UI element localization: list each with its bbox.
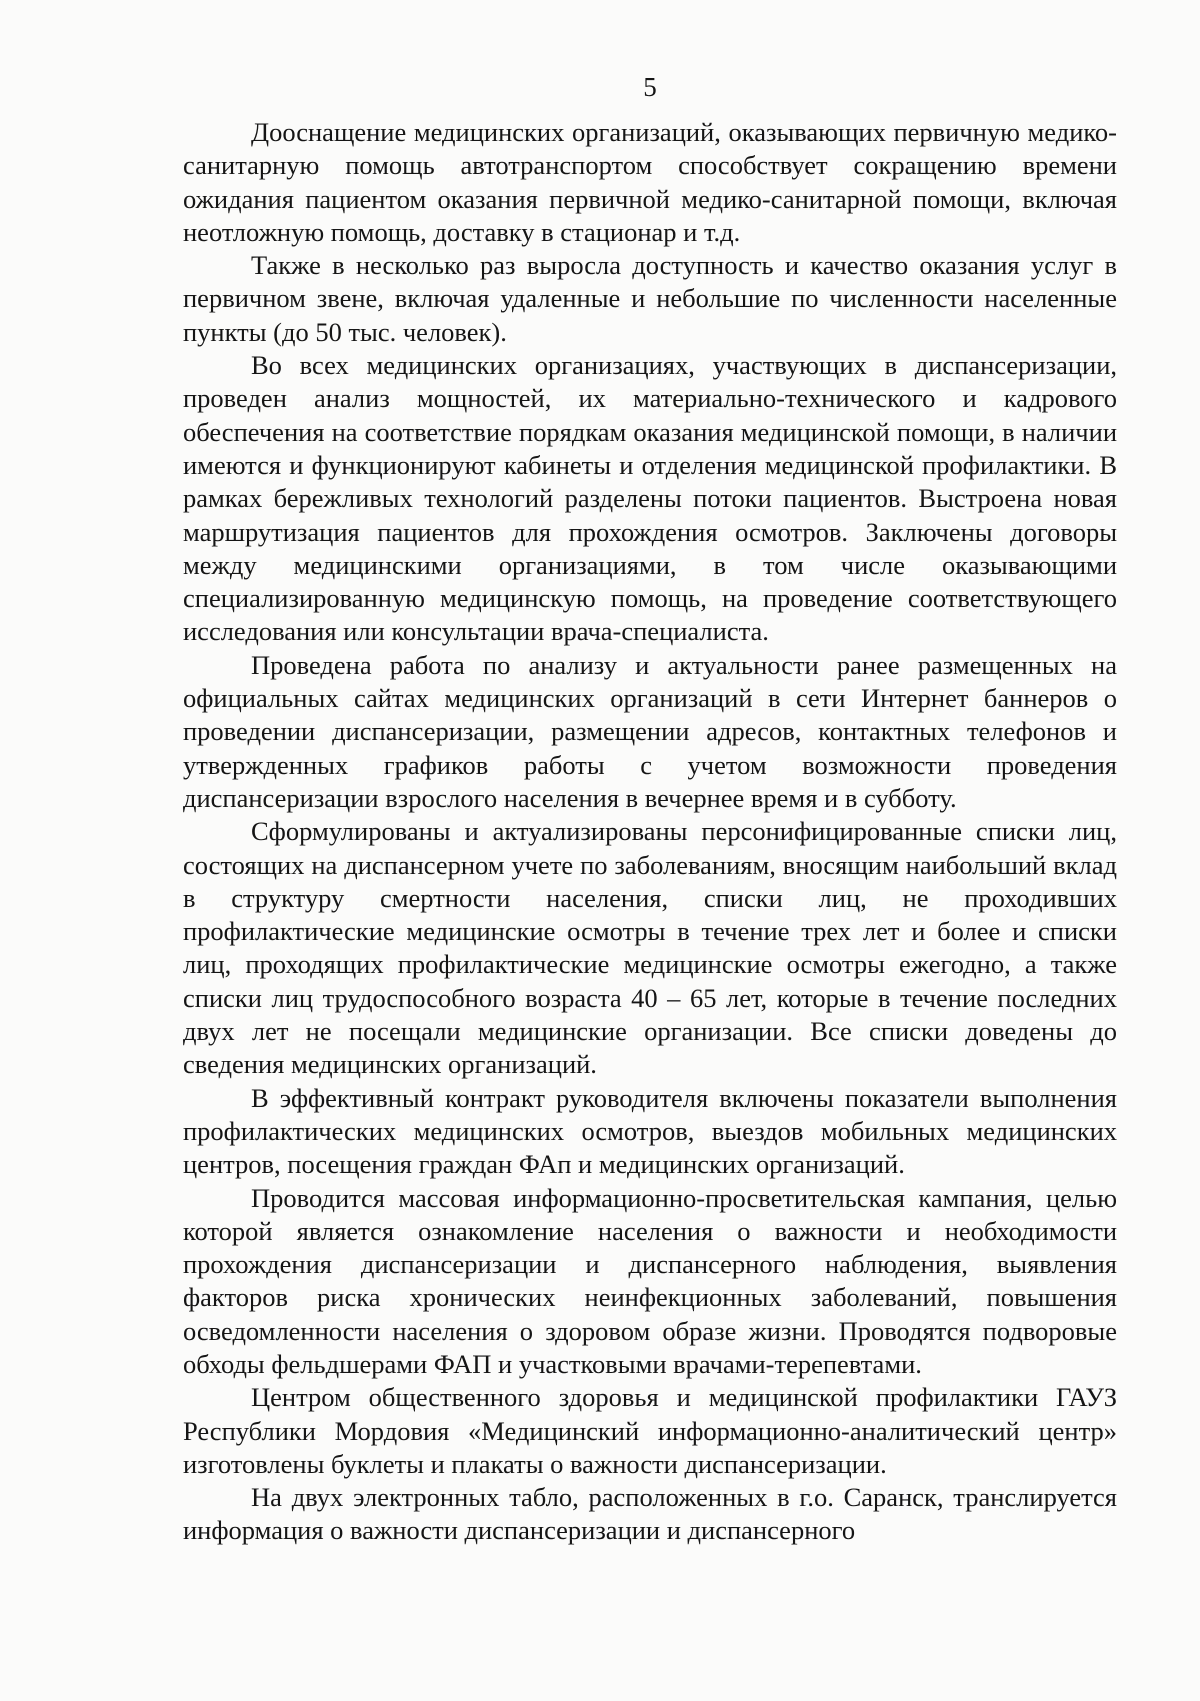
paragraph-effective-contract: В эффективный контракт руководителя включены показатели выполнения профилактических медицинских осмотров, выездов мобильных медицинских центров, посещения граждан ФАп и медицинских организаций. xyxy=(183,1082,1117,1180)
paragraph-electronic-boards: На двух электронных табло, расположенных в г.о. Саранск, транслируется информация о важности диспансеризации и диспансерного xyxy=(183,1482,1117,1546)
paragraph-information-campaign: Проводится массовая информационно-просветительская кампания, целью которой является ознакомление населения о важности и необходимости прохождения диспансеризации и диспансерного наблюдения, выявления факторов риска хронических неинфекционных заболеваний, повышения осведомленности населения о здоровом образе жизни. Проводятся подворовые обходы фельдшерами ФАП и участковыми врачами-терепевтами. xyxy=(183,1182,1117,1379)
paragraph-public-health-center: Центром общественного здоровья и медицинской профилактики ГАУЗ Республики Мордовия «Медицинский информационно-аналитический центр» изготовлены буклеты и плакаты о важности диспансеризации. xyxy=(183,1382,1117,1479)
page-number: 5 xyxy=(643,72,657,102)
paragraph-primary-care-access: Также в несколько раз выросла доступность и качество оказания услуг в первичном звене, включая удаленные и небольшие по численности населенные пункты (до 50 тыс. человек). xyxy=(183,250,1117,347)
document-body xyxy=(183,116,1117,1548)
paragraph-website-banners: Проведена работа по анализу и актуальности ранее размещенных на официальных сайтах медицинских организаций в сети Интернет баннеров о проведении диспансеризации, размещении адресов, контактных телефонов и утвержденных графиков работы с учетом возможности проведения диспансеризации взрослого населения в вечернее время и в субботу. xyxy=(183,649,1117,813)
paragraph-capacity-analysis: Во всех медицинских организациях, участвующих в диспансеризации, проведен анализ мощностей, их материально-технического и кадрового обеспечения на соответствие порядкам оказания медицинской помощи, в наличии имеются и функционируют кабинеты и отделения медицинской профилактики. В рамках бережливых технологий разделены потоки пациентов. Выстроена новая маршрутизация пациентов для прохождения осмотров. Заключены договоры между медицинскими организациями, в том числе оказывающими специализированную медицинскую помощь, на проведение соответствующего исследования или консультации врача-специалиста. xyxy=(183,350,1117,647)
paragraph-vehicle-equipment: Дооснащение медицинских организаций, оказывающих первичную медико-санитарную помощь автотранспортом способствует сокращению времени ожидания пациентом оказания первичной медико-санитарной помощи, включая неотложную помощь, доставку в стационар и т.д. xyxy=(183,117,1117,247)
paragraph-personalized-lists: Сформулированы и актуализированы персонифицированные списки лиц, состоящих на диспансерном учете по заболеваниям, вносящим наибольший вклад в структуру смертности населения, списки лиц, не проходивших профилактические медицинские осмотры в течение трех лет и более и списки лиц, проходящих профилактические медицинские осмотры ежегодно, а также списки лиц трудоспособного возраста 40 – 65 лет, которые в течение последних двух лет не посещали медицинские организации. Все списки доведены до сведения медицинских организаций. xyxy=(183,816,1117,1080)
